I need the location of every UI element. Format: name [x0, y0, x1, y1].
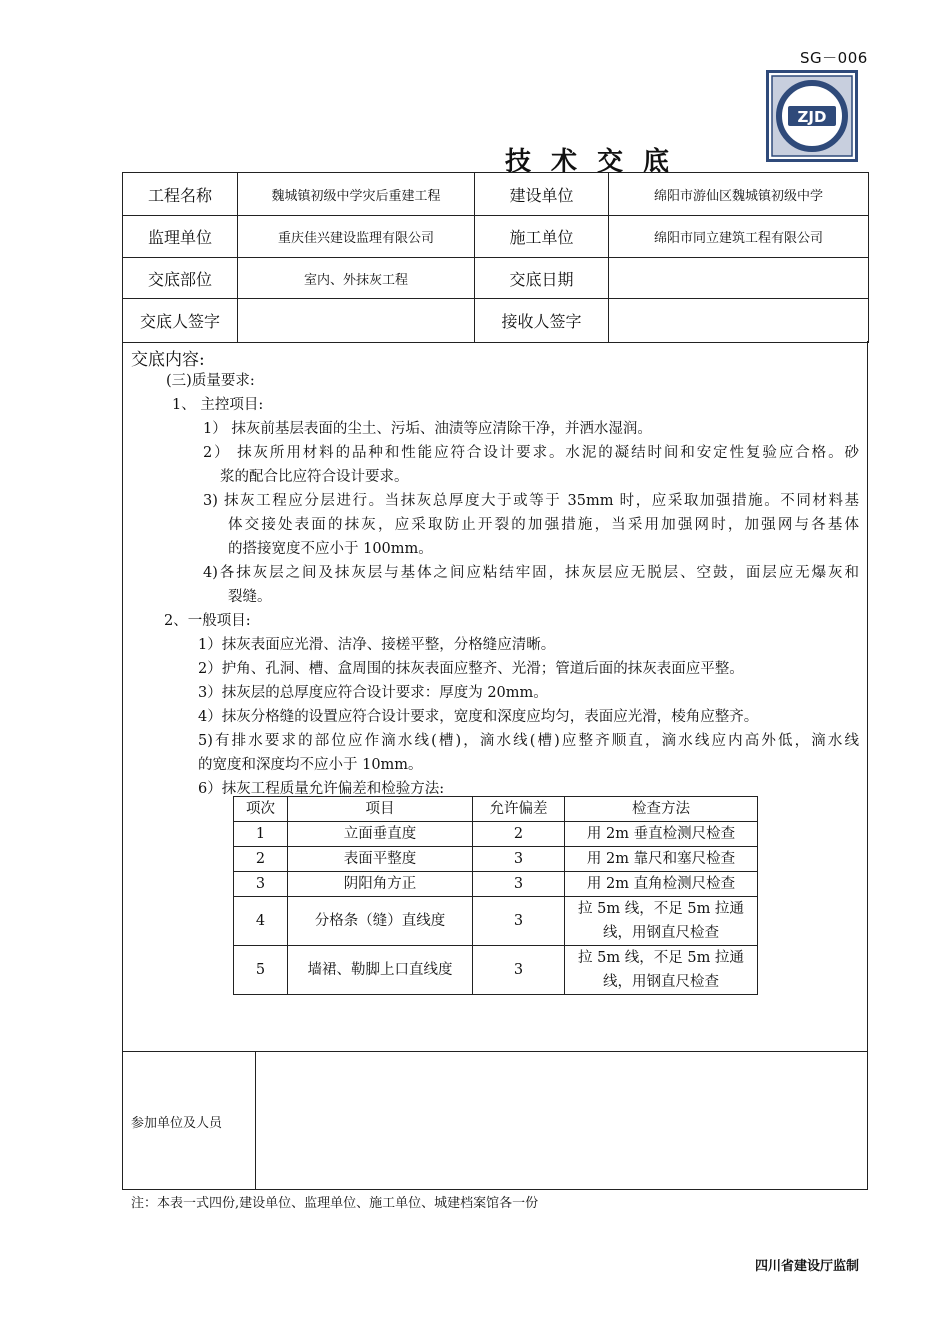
project-info-table — [122, 172, 869, 343]
logo-text: ZJD — [797, 108, 827, 126]
participants-divider — [255, 1051, 256, 1189]
owner-value: 绵阳市游仙区魏城镇初级中学 — [609, 173, 869, 216]
row-tolerance: 3 — [473, 872, 565, 897]
content-heading: 交底内容: — [131, 350, 205, 370]
table-row — [123, 173, 869, 216]
row-number: 5 — [234, 946, 288, 995]
method-line: 拉 5m 线，不足 5m 拉通 — [578, 901, 744, 917]
table-header-row — [234, 797, 758, 822]
giver-signature-label: 交底人签字 — [123, 299, 238, 343]
row-number: 4 — [234, 897, 288, 946]
column-header: 项目 — [288, 797, 473, 822]
row-number: 2 — [234, 847, 288, 872]
zjd-logo — [766, 70, 858, 162]
table-row — [123, 299, 869, 343]
part-label: 交底部位 — [123, 258, 238, 299]
contractor-label: 施工单位 — [475, 216, 609, 258]
document-code: SG－006 — [800, 49, 868, 67]
row-item: 阴阳角方正 — [288, 872, 473, 897]
list-item: 2） 抹灰所用材料的品种和性能应符合设计要求。水泥的凝结时间和安定性复验应合格。砂 — [203, 445, 859, 461]
column-header: 检查方法 — [565, 797, 758, 822]
row-method — [565, 946, 758, 995]
part-value: 室内、外抹灰工程 — [238, 258, 475, 299]
list-item: 1）抹灰表面应光滑、洁净、接槎平整，分格缝应清晰。 — [198, 637, 556, 653]
list-item: 体交接处表面的抹灰，应采取防止开裂的加强措施，当采用加强网时，加强网与各基体 — [228, 517, 859, 533]
method-line: 线，用钢直尺检查 — [603, 925, 719, 941]
date-value[interactable] — [609, 258, 869, 299]
title-char: 术 — [551, 147, 580, 177]
row-method: 用 2m 靠尺和塞尺检查 — [565, 847, 758, 872]
list-item: 的搭接宽度不应小于 100mm。 — [228, 541, 433, 557]
row-item: 墙裙、勒脚上口直线度 — [288, 946, 473, 995]
row-method — [565, 897, 758, 946]
row-tolerance: 3 — [473, 847, 565, 872]
list-item: 浆的配合比应符合设计要求。 — [220, 469, 409, 485]
tolerance-table — [233, 796, 758, 995]
table-row — [234, 872, 758, 897]
title-char: 技 — [505, 147, 534, 177]
table-row — [234, 847, 758, 872]
list-item: 1） 抹灰前基层表面的尘土、污垢、油渍等应清除干净，并洒水湿润。 — [203, 421, 652, 437]
list-item: 2）护角、孔洞、槽、盒周围的抹灰表面应整齐、光滑；管道后面的抹灰表面应平整。 — [198, 661, 744, 677]
participants-field[interactable] — [257, 1053, 865, 1187]
section-heading: (三)质量要求: — [166, 373, 255, 389]
date-label: 交底日期 — [475, 258, 609, 299]
title-char: 底 — [643, 147, 672, 177]
owner-label: 建设单位 — [475, 173, 609, 216]
table-row — [123, 258, 869, 299]
receiver-signature-field[interactable] — [609, 299, 869, 343]
row-tolerance: 3 — [473, 897, 565, 946]
title-char: 交 — [597, 147, 626, 177]
table-row — [123, 216, 869, 258]
list-item: 的宽度和深度均不应小于 10mm。 — [198, 757, 423, 773]
contractor-value: 绵阳市同立建筑工程有限公司 — [609, 216, 869, 258]
method-line: 拉 5m 线，不足 5m 拉通 — [578, 950, 744, 966]
row-tolerance: 3 — [473, 946, 565, 995]
issuer-label: 四川省建设厅监制 — [755, 1259, 860, 1274]
row-method: 用 2m 垂直检测尺检查 — [565, 822, 758, 847]
list-item: 5)有排水要求的部位应作滴水线(槽)，滴水线(槽)应整齐顺直，滴水线应内高外低，滴水线 — [198, 733, 859, 749]
table-row — [234, 822, 758, 847]
giver-signature-field[interactable] — [238, 299, 475, 343]
row-item: 表面平整度 — [288, 847, 473, 872]
list-item: 6）抹灰工程质量允许偏差和检验方法: — [198, 781, 445, 797]
row-number: 1 — [234, 822, 288, 847]
receiver-signature-label: 接收人签字 — [475, 299, 609, 343]
table-row — [234, 897, 758, 946]
supervisor-value: 重庆佳兴建设监理有限公司 — [238, 216, 475, 258]
footer-note: 注：本表一式四份,建设单位、监理单位、施工单位、城建档案馆各一份 — [131, 1196, 539, 1211]
zjd-logo-icon — [766, 70, 858, 162]
list-item: 4）抹灰分格缝的设置应符合设计要求，宽度和深度应均匀，表面应光滑，棱角应整齐。 — [198, 709, 759, 725]
row-method: 用 2m 直角检测尺检查 — [565, 872, 758, 897]
row-tolerance: 2 — [473, 822, 565, 847]
list-item: 3) 抹灰工程应分层进行。当抹灰总厚度大于或等于 35mm 时，应采取加强措施。不同材料基 — [203, 493, 859, 509]
supervisor-label: 监理单位 — [123, 216, 238, 258]
row-number: 3 — [234, 872, 288, 897]
general-items-heading: 2、一般项目: — [164, 613, 251, 629]
main-items-heading: 1、 主控项目: — [172, 397, 264, 413]
list-item: 裂缝。 — [228, 589, 272, 605]
list-item: 3）抹灰层的总厚度应符合设计要求：厚度为 20mm。 — [198, 685, 548, 701]
column-header: 允许偏差 — [473, 797, 565, 822]
method-line: 线，用钢直尺检查 — [603, 974, 719, 990]
project-name-label: 工程名称 — [123, 173, 238, 216]
table-row — [234, 946, 758, 995]
participants-label: 参加单位及人员 — [131, 1116, 223, 1131]
project-name-value: 魏城镇初级中学灾后重建工程 — [238, 173, 475, 216]
column-header: 项次 — [234, 797, 288, 822]
list-item: 4)各抹灰层之间及抹灰层与基体之间应粘结牢固，抹灰层应无脱层、空鼓，面层应无爆灰和 — [203, 565, 859, 581]
row-item: 立面垂直度 — [288, 822, 473, 847]
row-item: 分格条（缝）直线度 — [288, 897, 473, 946]
